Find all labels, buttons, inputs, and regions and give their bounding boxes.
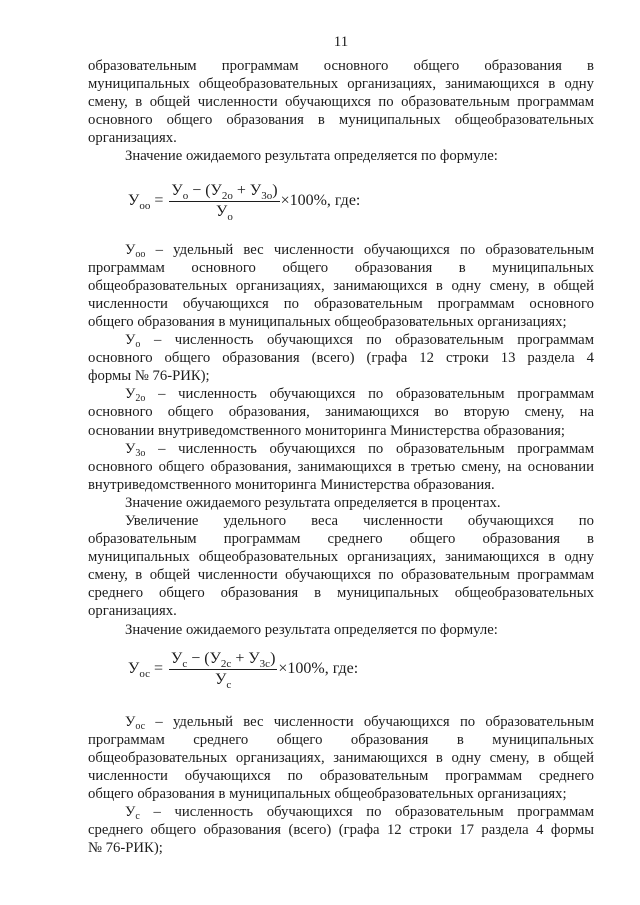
variable-subscript: 2о [135,393,146,405]
definition-line [88,331,594,349]
formula-subscript: о [227,210,233,223]
definition-line: внутриведомственного мониторинга Министерства образования. [88,476,495,493]
definition-line [88,241,594,259]
definition-line: основании внутриведомственного мониторинга Министерства образования; [88,422,566,439]
variable-subscript: о [135,339,141,351]
definition-text: – удельный вес численности обучающихся по образовательным [155,713,595,730]
open-paren: ( [204,649,210,667]
definition-line: основного общего образования, занимающихся в третью смену, на основании [88,458,594,475]
variable-symbol: У [125,332,136,349]
variable-symbol: У [125,713,136,730]
definition-line [88,440,594,458]
paragraph-line: смену, в общей численности обучающихся по образовательным программам [88,567,594,584]
close-paren: ) [270,649,276,667]
equals-sign: = [153,660,164,678]
variable-subscript: 3о [135,447,146,459]
fraction-numerator [169,650,277,670]
definition-line: программам основного общего образования в муниципальных [88,259,594,276]
formula-lhs [128,192,151,213]
paragraph-line: Увеличение удельного веса численности обучающихся по [125,512,594,529]
page-number: 11 [333,34,349,50]
variable-symbol: У [125,804,136,821]
definition-text: – численность обучающихся по образовательным программам [153,804,594,821]
formula [88,639,594,713]
paragraph-line: смену, в общей численности обучающихся по образовательным программам [88,94,594,111]
formula-subscript: 2с [220,657,232,670]
variable-subscript: с [135,811,140,823]
minus-sign: − [192,181,202,199]
definition-line: общего образования в муниципальных общеобразовательных организациях; [88,313,567,330]
minus-sign: − [191,649,201,667]
fraction [169,650,277,689]
formula-symbol: У [171,649,183,667]
paragraph-line: организациях. [88,130,177,147]
paragraph-line: основного общего образования в муниципальных общеобразовательных [88,112,594,129]
variable-symbol: У [125,241,136,258]
plus-sign: + [236,181,246,199]
definition-line: № 76-РИК); [88,840,163,857]
definition-text: – численность обучающихся по образовательным программам [158,386,595,403]
formula-subscript: оо [139,200,151,213]
definition-text: – численность обучающихся по образовательным программам [153,332,594,349]
formula-subscript: о [182,189,189,202]
plus-sign: + [235,649,245,667]
close-paren: ) [272,181,278,199]
definition-line [88,803,594,821]
variable-subscript: оо [135,248,146,260]
formula-row [128,182,360,221]
definition-line [88,713,594,731]
definition-line: формы № 76-РИК); [88,368,210,385]
definition-line: общеобразовательных организациях, занимающихся в одну смену, в общей [88,277,594,294]
paragraph-line: образовательным программам основного общего образования в [88,58,594,74]
formula-symbol: У [128,660,140,678]
variable-subscript: ос [135,720,146,732]
paragraph-line: муниципальных общеобразовательных организациях, занимающихся в одну [88,549,594,566]
definition-line: численности обучающихся по образовательным программам основного [88,295,594,312]
variable-symbol: У [125,440,136,457]
definition-text: – удельный вес численности обучающихся по образовательным [155,241,595,258]
definition-line: программам среднего общего образования в муниципальных [88,731,594,748]
open-paren: ( [205,181,211,199]
formula-symbol: У [209,649,221,667]
formula-suffix: ×100%, где: [280,192,361,210]
definition-line [88,385,594,403]
formula-subscript: с [226,678,232,691]
formula-symbol: У [210,181,222,199]
formula-intro: Значение ожидаемого результата определяется по формуле: [125,148,498,165]
formula-subscript: ос [139,668,150,681]
formula-intro: Значение ожидаемого результата определяется по формуле: [125,621,498,638]
formula-symbol: У [216,202,228,220]
definition-line: численности обучающихся по образовательным программам среднего [88,767,594,784]
formula-symbol: У [171,181,183,199]
formula-subscript: 3с [259,657,271,670]
formula-subscript: 3о [261,189,273,202]
definition-line: среднего общего образования (всего) (графа 12 строки 17 раздела 4 формы [88,822,594,839]
formula-subscript: 2о [221,189,233,202]
formula-symbol: У [215,670,227,688]
variable-symbol: У [125,386,136,403]
formula [88,166,594,241]
definition-line: общего образования в муниципальных общеобразовательных организациях; [88,786,567,802]
paragraph-line: среднего общего образования в муниципальных общеобразовательных [88,585,594,602]
formula-subscript: с [182,657,188,670]
fraction [169,182,279,221]
percent-note: Значение ожидаемого результата определяется в процентах. [125,494,501,511]
definition-line: основного общего образования, занимающихся во вторую смену, на [88,404,594,421]
definition-line: общеобразовательных организациях, занимающихся в одну смену, в общей [88,749,594,766]
formula-suffix: ×100%, где: [278,660,359,678]
formula-row [128,650,358,689]
paragraph-line: образовательным программам среднего общего образования в [88,531,594,548]
document-body [88,57,594,857]
formula-symbol: У [128,192,140,210]
paragraph-line: организациях. [88,603,177,620]
formula-lhs [128,660,150,681]
formula-symbol: У [249,181,262,199]
equals-sign: = [154,192,164,210]
fraction-denominator [215,670,231,689]
formula-symbol: У [248,649,260,667]
paragraph-line: муниципальных общеобразовательных организациях, занимающихся в одну [88,76,594,93]
definition-line: основного общего образования (всего) (графа 12 строки 13 раздела 4 [88,350,594,367]
fraction-numerator [169,182,279,202]
definition-text: – численность обучающихся по образовательным программам [158,440,595,457]
fraction-denominator [216,202,233,221]
